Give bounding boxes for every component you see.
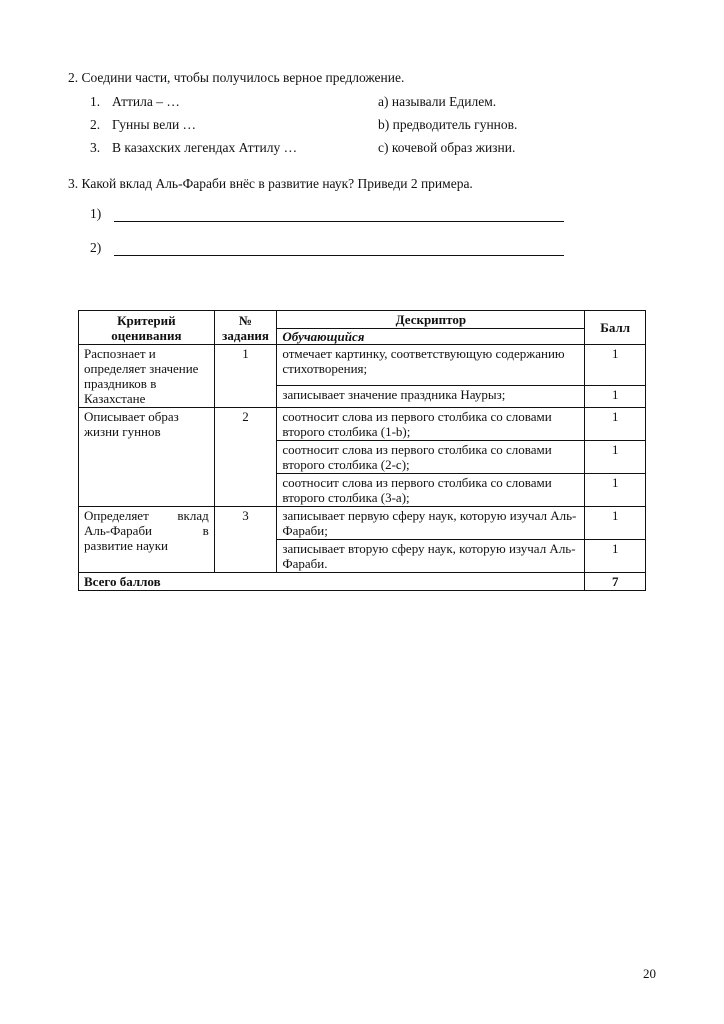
descriptor-cell: соотносит слова из первого столбика со словами второго столбика (3-a); [277, 474, 585, 507]
score-cell: 1 [585, 345, 646, 386]
answer-blank[interactable] [114, 255, 564, 256]
match-right-part: c) кочевой образ жизни. [378, 140, 516, 155]
score-cell: 1 [585, 540, 646, 573]
match-row [0, 140, 724, 160]
table-row [79, 408, 646, 441]
task-2-title: 2. Соедини части, чтобы получилось верное предложение. [68, 70, 405, 85]
table-row [79, 507, 646, 540]
score-cell: 1 [585, 507, 646, 540]
task-3-title: 3. Какой вклад Аль-Фараби внёс в развитие наук? Приведи 2 примера. [68, 176, 473, 191]
task-number-cell: 2 [214, 408, 277, 507]
descriptor-cell: записывает значение праздника Наурыз; [277, 385, 585, 407]
header-task-number: № задания [214, 311, 277, 345]
criterion-cell: Описывает образ жизни гуннов [79, 408, 215, 507]
assessment-rubric-table [78, 310, 646, 591]
header-criterion: Критерий оценивания [79, 311, 215, 345]
score-cell: 1 [585, 385, 646, 407]
criterion-cell: Распознает и определяет значение праздников в Казахстане [79, 345, 215, 408]
descriptor-cell: соотносит слова из первого столбика со словами второго столбика (1-b); [277, 408, 585, 441]
answer-blank[interactable] [114, 221, 564, 222]
match-number: 1. [90, 94, 101, 109]
match-right-part: a) называли Едилем. [378, 94, 497, 109]
descriptor-cell: записывает вторую сферу наук, которую изучал Аль-Фараби. [277, 540, 585, 573]
match-left-part: Гунны вели … [112, 117, 197, 132]
descriptor-cell: отмечает картинку, соответствующую содержанию стихотворения; [277, 345, 585, 386]
total-row [79, 573, 646, 591]
table-row [79, 345, 646, 386]
match-row [0, 94, 724, 114]
header-descriptor: Дескриптор [277, 311, 585, 329]
total-label: Всего баллов [79, 573, 585, 591]
criterion-cell: Определяет вклад Аль-Фараби в развитие науки [79, 507, 215, 573]
header-score: Балл [585, 311, 646, 345]
match-number: 2. [90, 117, 101, 132]
answer-line-number: 1) [90, 206, 102, 221]
match-right-part: b) предводитель гуннов. [378, 117, 518, 132]
descriptor-cell: записывает первую сферу наук, которую изучал Аль-Фараби; [277, 507, 585, 540]
answer-line-number: 2) [90, 240, 102, 255]
table-header-row [79, 311, 646, 329]
score-cell: 1 [585, 474, 646, 507]
match-left-part: Аттила – … [112, 94, 180, 109]
score-cell: 1 [585, 441, 646, 474]
descriptor-cell: соотносит слова из первого столбика со словами второго столбика (2-c); [277, 441, 585, 474]
page-number: 20 [643, 966, 656, 981]
header-learner: Обучающийся [277, 329, 585, 345]
match-row [0, 117, 724, 137]
task-number-cell: 3 [214, 507, 277, 573]
match-number: 3. [90, 140, 101, 155]
task-number-cell: 1 [214, 345, 277, 408]
total-score: 7 [585, 573, 646, 591]
score-cell: 1 [585, 408, 646, 441]
match-left-part: В казахских легендах Аттилу … [112, 140, 298, 155]
